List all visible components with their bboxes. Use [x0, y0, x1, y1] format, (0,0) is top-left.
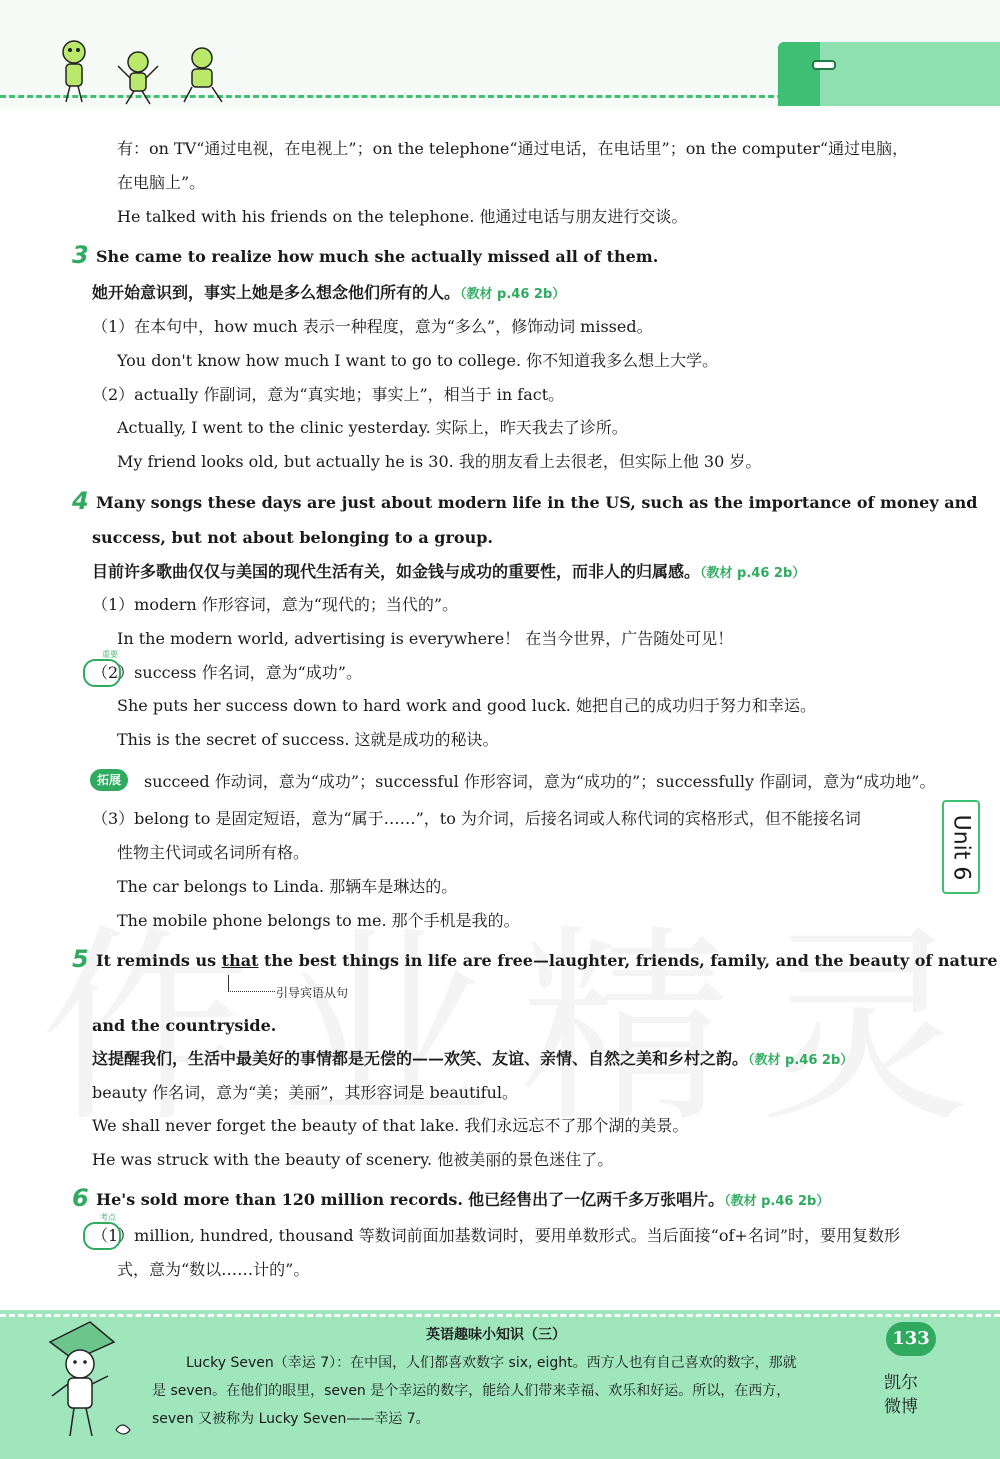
item4-point-3-line-1: （3）belong to 是固定短语，意为“属于……”，to 为介词，后接名词或人称代词的宾格形式，但不能接名词 — [92, 809, 861, 828]
intro-example: He talked with his friends on the telephone. 他通过电话与朋友进行交谈。 — [117, 207, 688, 226]
item3-translation-line — [92, 282, 565, 306]
item4-point-2-example-1: She puts her success down to hard work and good luck. 她把自己的成功归于努力和幸运。 — [117, 696, 816, 715]
item4-translation-line — [92, 561, 805, 585]
item5-sentence-1 — [96, 950, 998, 972]
item4-point-1-example: In the modern world, advertising is everywhere！ 在当今世界，广告随处可见！ — [117, 629, 734, 648]
item3-sentence: She came to realize how much she actually missed all of them. — [96, 247, 659, 266]
item-number-6: 6 — [72, 1184, 89, 1212]
item6-sentence-line — [96, 1189, 829, 1213]
item3-point-2-example-2: My friend looks old, but actually he is 30. 我的朋友看上去很老，但实际上他 30 岁。 — [117, 452, 762, 471]
pin-icon — [812, 60, 836, 70]
footer-line-1: Lucky Seven（幸运 7）：在中国，人们都喜欢数字 six, eight。西方人也有自己喜欢的数字，那就 — [186, 1355, 797, 1371]
item4-point-3-example-2: The mobile phone belongs to me. 那个手机是我的。 — [117, 911, 520, 930]
footer-title: 英语趣味小知识（三） — [426, 1327, 566, 1343]
unit-side-tab — [942, 800, 980, 894]
item5-annotation: 引导宾语从句 — [276, 986, 349, 1000]
page-number: 133 — [886, 1322, 936, 1356]
intro-line-1: 有：on TV“通过电视，在电视上”；on the telephone“通过电话，在电话里”；on the computer“通过电脑， — [117, 139, 909, 158]
item4-point-2: （2）success 作名词，意为“成功”。 — [92, 663, 362, 682]
item5-point: beauty 作名词，意为“美；美丽”，其形容词是 beautiful。 — [92, 1083, 519, 1102]
item3-point-2: （2）actually 作副词，意为“真实地；事实上”，相当于 in fact。 — [92, 385, 565, 404]
footer-line-3: seven 又被称为 Lucky Seven——幸运 7。 — [152, 1411, 430, 1427]
item4-point-3-example-1: The car belongs to Linda. 那辆车是琳达的。 — [117, 877, 458, 896]
item4-point-2-mark: 重要 — [102, 650, 118, 659]
cartoon-boy-icon — [30, 1312, 140, 1457]
footer-line-2: 是 seven。在他们的眼里，seven 是个幸运的数字，能给人们带来幸福、欢乐和好运。所以，在西方， — [152, 1383, 791, 1399]
footer-dashed-line — [0, 1314, 1000, 1317]
item6-point-1-mark: 考点 — [100, 1213, 116, 1222]
header-tab-accent — [778, 42, 820, 106]
item3-source: （教材 p.46 2b） — [460, 287, 566, 302]
item5-example-1: We shall never forget the beauty of that lake. 我们永远忘不了那个湖的美景。 — [92, 1116, 689, 1135]
item4-sentence-2: success, but not about belonging to a group. — [92, 528, 493, 547]
brand-line-1: 凯尔 — [884, 1373, 918, 1393]
item4-point-3-line-2: 性物主代词或名词所有格。 — [117, 843, 310, 862]
item6-translation: 他已经售出了一亿两千多万张唱片。 — [468, 1190, 725, 1209]
item-number-4: 4 — [72, 487, 89, 515]
item6-point-1-line-2: 式，意为“数以……计的”。 — [117, 1260, 310, 1279]
item6-source: （教材 p.46 2b） — [724, 1194, 830, 1209]
unit-label: Unit 6 — [948, 814, 974, 880]
item3-point-2-example-1: Actually, I went to the clinic yesterday. 实际上，昨天我去了诊所。 — [117, 418, 628, 437]
item4-sentence-1: Many songs these days are just about modern life in the US, such as the importance of money and — [96, 493, 978, 512]
item5-translation-line — [92, 1048, 853, 1072]
item4-translation: 目前许多歌曲仅仅与美国的现代生活有关，如金钱与成功的重要性，而非人的归属感。 — [92, 562, 701, 581]
extend-badge: 拓展 — [90, 769, 128, 791]
item5-sentence-start: It reminds us — [96, 951, 222, 970]
item4-extend-text: succeed 作动词，意为“成功”；successful 作形容词，意为“成功的”；successfully 作副词，意为“成功地”。 — [144, 772, 936, 791]
item5-that: that — [221, 951, 259, 970]
item4-source: （教材 p.46 2b） — [700, 566, 806, 581]
item3-point-1-example: You don't know how much I want to go to college. 你不知道我多么想上大学。 — [117, 351, 719, 370]
item5-source: （教材 p.46 2b） — [748, 1053, 854, 1068]
item5-sentence-rest: the best things in life are free—laughter, friends, family, and the beauty of nature — [258, 951, 998, 970]
item3-translation: 她开始意识到，事实上她是多么想念他们所有的人。 — [92, 283, 461, 302]
item5-example-2: He was struck with the beauty of scenery. 他被美丽的景色迷住了。 — [92, 1150, 614, 1169]
item-number-5: 5 — [72, 945, 89, 973]
item5-translation: 这提醒我们，生活中最美好的事情都是无偿的——欢笑、友谊、亲情、自然之美和乡村之韵。 — [92, 1049, 749, 1068]
item5-sentence-2: and the countryside. — [92, 1016, 277, 1035]
item-number-3: 3 — [72, 241, 89, 269]
brand-line-2: 微博 — [884, 1397, 918, 1417]
item3-point-1: （1）在本句中，how much 表示一种程度，意为“多么”，修饰动词 missed。 — [92, 317, 653, 336]
intro-line-2: 在电脑上”。 — [117, 173, 206, 192]
cartoon-kids-icon — [52, 36, 232, 108]
item4-point-2-example-2: This is the secret of success. 这就是成功的秘诀。 — [117, 730, 499, 749]
item6-sentence: He's sold more than 120 million records. — [96, 1190, 463, 1209]
item6-point-1-line-1: （1）million, hundred, thousand 等数词前面加基数词时，要用单数形式。当后面接“of+名词”时，要用复数形 — [92, 1226, 900, 1245]
annotation-bracket — [228, 975, 275, 992]
item4-point-1: （1）modern 作形容词，意为“现代的；当代的”。 — [92, 595, 459, 614]
